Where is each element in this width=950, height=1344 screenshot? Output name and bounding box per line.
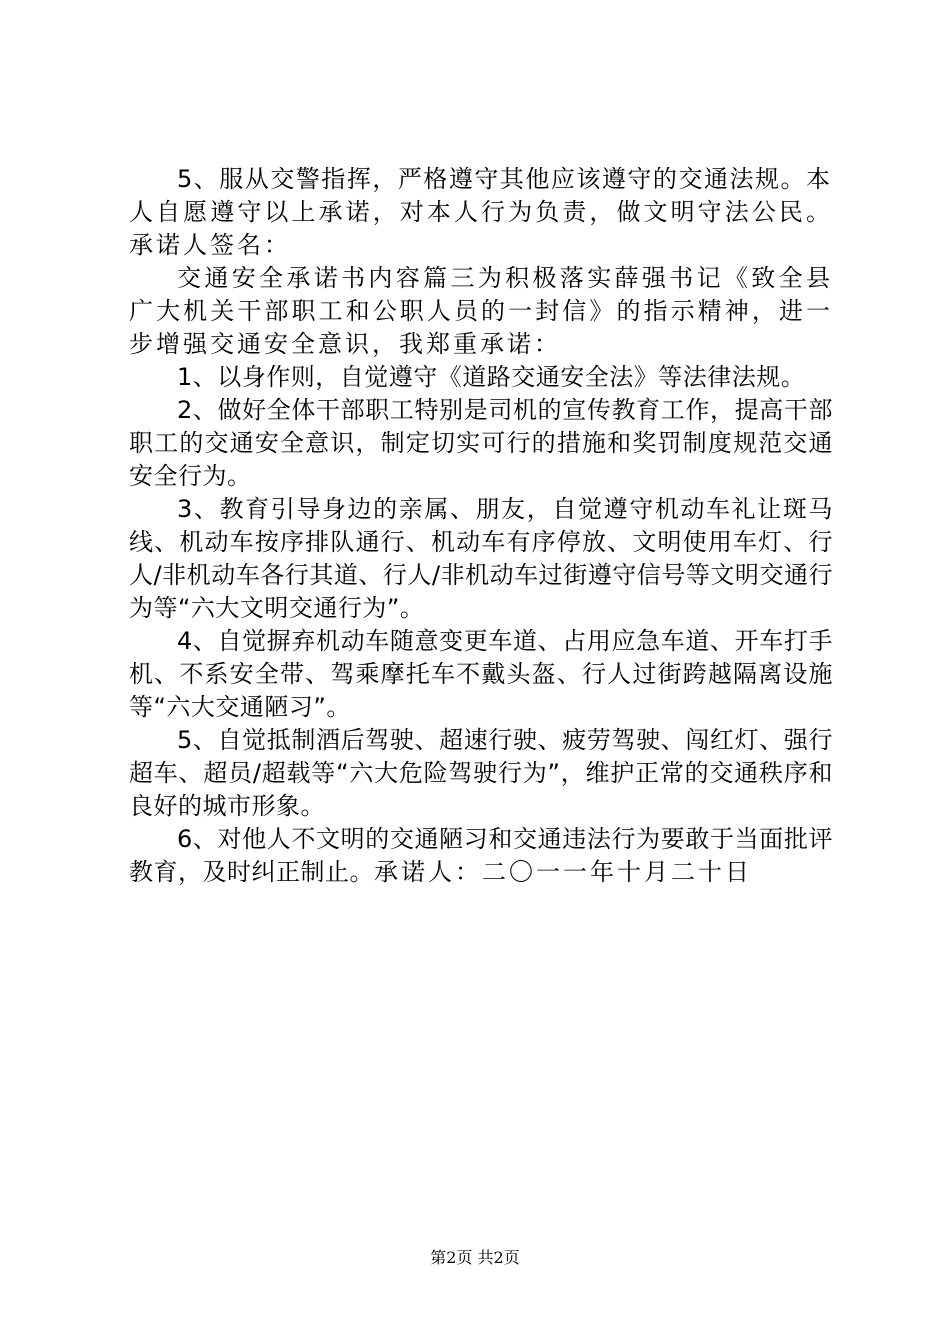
paragraph-commitment-4: [129, 625, 833, 724]
paragraph-text-secondary: 交通安全承诺书内容篇三为积极落实薛强书记《致全县广大机关干部职工和公职人员的一封信》的指示精神，进一步增强交通安全意识，我郑重承诺：: [129, 264, 833, 358]
paragraph-text: 5、自觉抵制酒后驾驶、超速行驶、疲劳驾驶、闯红灯、强行超车、超员/超载等“六大危险驾驶行为”，维护正常的交通秩序和良好的城市形象。: [129, 726, 833, 820]
document-body: [129, 163, 833, 889]
paragraph-text-secondary: 承诺人：二〇一一年十月二十日: [374, 858, 752, 886]
paragraph-commitment-5-traffic-police: [129, 163, 833, 262]
paragraph-commitment-2: [129, 394, 833, 493]
paragraph-commitment-1: [129, 361, 833, 394]
paragraph-text-secondary: 本人自愿遵守以上承诺，对本人行为负责，做文明守法公民。承诺人签名：: [129, 165, 833, 259]
paragraph-commitment-3: [129, 493, 833, 625]
page-number-footer: 第2页 共2页: [430, 1248, 520, 1267]
paragraph-text: 1、以身作则，自觉遵守《道路交通安全法》等法律法规。: [177, 363, 806, 391]
paragraph-text: 4、自觉摒弃机动车随意变更车道、占用应急车道、开车打手机、不系安全带、驾乘摩托车不戴头盔、行人过街跨越隔离设施等“六大交通陋习”。: [129, 627, 833, 721]
paragraph-text: 2、做好全体干部职工特别是司机的宣传教育工作，提高干部职工的交通安全意识，制定切实可行的措施和奖罚制度规范交通安全行为。: [129, 396, 833, 490]
paragraph-intro-part-three: [129, 262, 833, 361]
paragraph-text: 6、对他人不文明的交通陋习和交通违法行为要敢于当面批评教育，及时纠正制止。: [129, 825, 833, 886]
paragraph-text: 3、教育引导身边的亲属、朋友，自觉遵守机动车礼让斑马线、机动车按序排队通行、机动车有序停放、文明使用车灯、行人/非机动车各行其道、行人/非机动车过街遵守信号等文明交通行为等“六大文明交通行为”。: [129, 495, 833, 622]
paragraph-commitment-6: [129, 823, 833, 889]
paragraph-text: 5、服从交警指挥，严格遵守其他应该遵守的交通法规。: [177, 165, 806, 193]
paragraph-commitment-5: [129, 724, 833, 823]
